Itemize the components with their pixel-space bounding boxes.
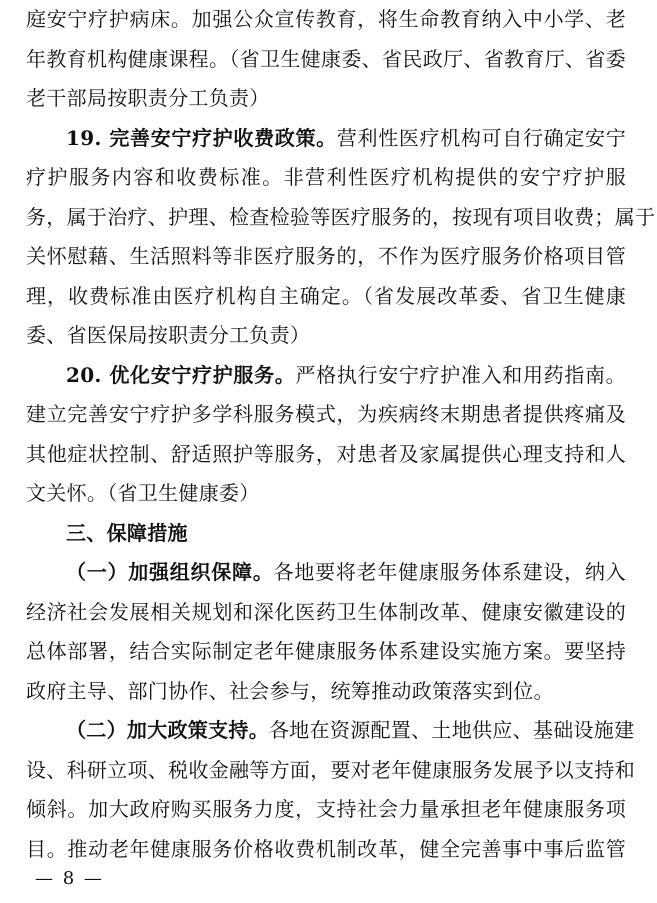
text-span: 各地在资源配置、土地供应、基础设施建	[269, 718, 635, 742]
section-heading-text: 三、保障措施	[66, 520, 188, 545]
page-number: — 8 —	[35, 868, 104, 889]
text-line	[26, 553, 626, 593]
text-span: 营利性医疗机构可自行确定安宁	[336, 125, 626, 150]
text-line: 目。推动老年健康服务价格收费机制改革，健全完善事中事后监管	[26, 836, 626, 861]
text-line: 理，收费标准由医疗机构自主确定。（省发展改革委、省卫生健康	[26, 283, 626, 308]
text-line: 总体部署，结合实际制定老年健康服务体系建设实施方案。要坚持	[26, 639, 626, 663]
text-line: 建立完善安宁疗护多学科服务模式，为疾病终末期患者提供疼痛及	[26, 402, 626, 426]
text-line	[26, 356, 626, 396]
paragraph-title: （一）加强组织保障。	[66, 560, 274, 584]
document-page	[26, 0, 656, 869]
text-line	[26, 119, 626, 159]
text-span: 各地要将老年健康服务体系建设，纳入	[273, 560, 626, 584]
text-line: 关怀慰藉、生活照料等非医疗服务的，不作为医疗服务价格项目管	[26, 244, 626, 268]
paragraph-item-19	[26, 119, 656, 356]
text-line: 庭安宁疗护病床。加强公众宣传教育，将生命教育纳入中小学、老	[26, 7, 626, 31]
text-line: 设、科研立项、税收金融等方面，要对老年健康服务发展予以支持和	[26, 757, 635, 782]
text-line: 其他症状控制、舒适照护等服务，对患者及家属提供心理支持和人	[26, 441, 626, 466]
text-line: 年教育机构健康课程。（省卫生健康委、省民政厅、省教育厅、省委	[26, 46, 626, 71]
text-line: 老干部局按职责分工负责）	[26, 86, 270, 110]
text-line	[26, 711, 635, 751]
paragraph-item-2	[26, 711, 635, 869]
paragraph-item-1	[26, 553, 626, 711]
text-span: 严格执行安宁疗护准入和用药指南。	[295, 362, 626, 387]
text-line: 文关怀。（省卫生健康委）	[26, 481, 260, 505]
text-line: 经济社会发展相关规划和深化医药卫生体制改革、健康安徽建设的	[26, 599, 626, 624]
section-heading	[26, 514, 626, 554]
paragraph-title: 20. 优化安宁疗护服务。	[66, 362, 296, 387]
text-line: 政府主导、部门协作、社会参与，统筹推动政策落实到位。	[26, 678, 554, 703]
paragraph-continuation	[26, 0, 626, 119]
paragraph-item-20	[26, 356, 626, 514]
text-line: 务，属于治疗、护理、检查检验等医疗服务的，按现有项目收费；属于	[26, 204, 656, 229]
paragraph-title: （二）加大政策支持。	[66, 718, 269, 742]
text-line: 倾斜。加大政府购买服务力度，支持社会力量承担老年健康服务项	[26, 797, 626, 821]
text-line: 疗护服务内容和收费标准。非营利性医疗机构提供的安宁疗护服	[26, 165, 626, 189]
paragraph-title: 19. 完善安宁疗护收费政策。	[66, 125, 337, 150]
text-line: 委、省医保局按职责分工负责）	[26, 323, 311, 347]
